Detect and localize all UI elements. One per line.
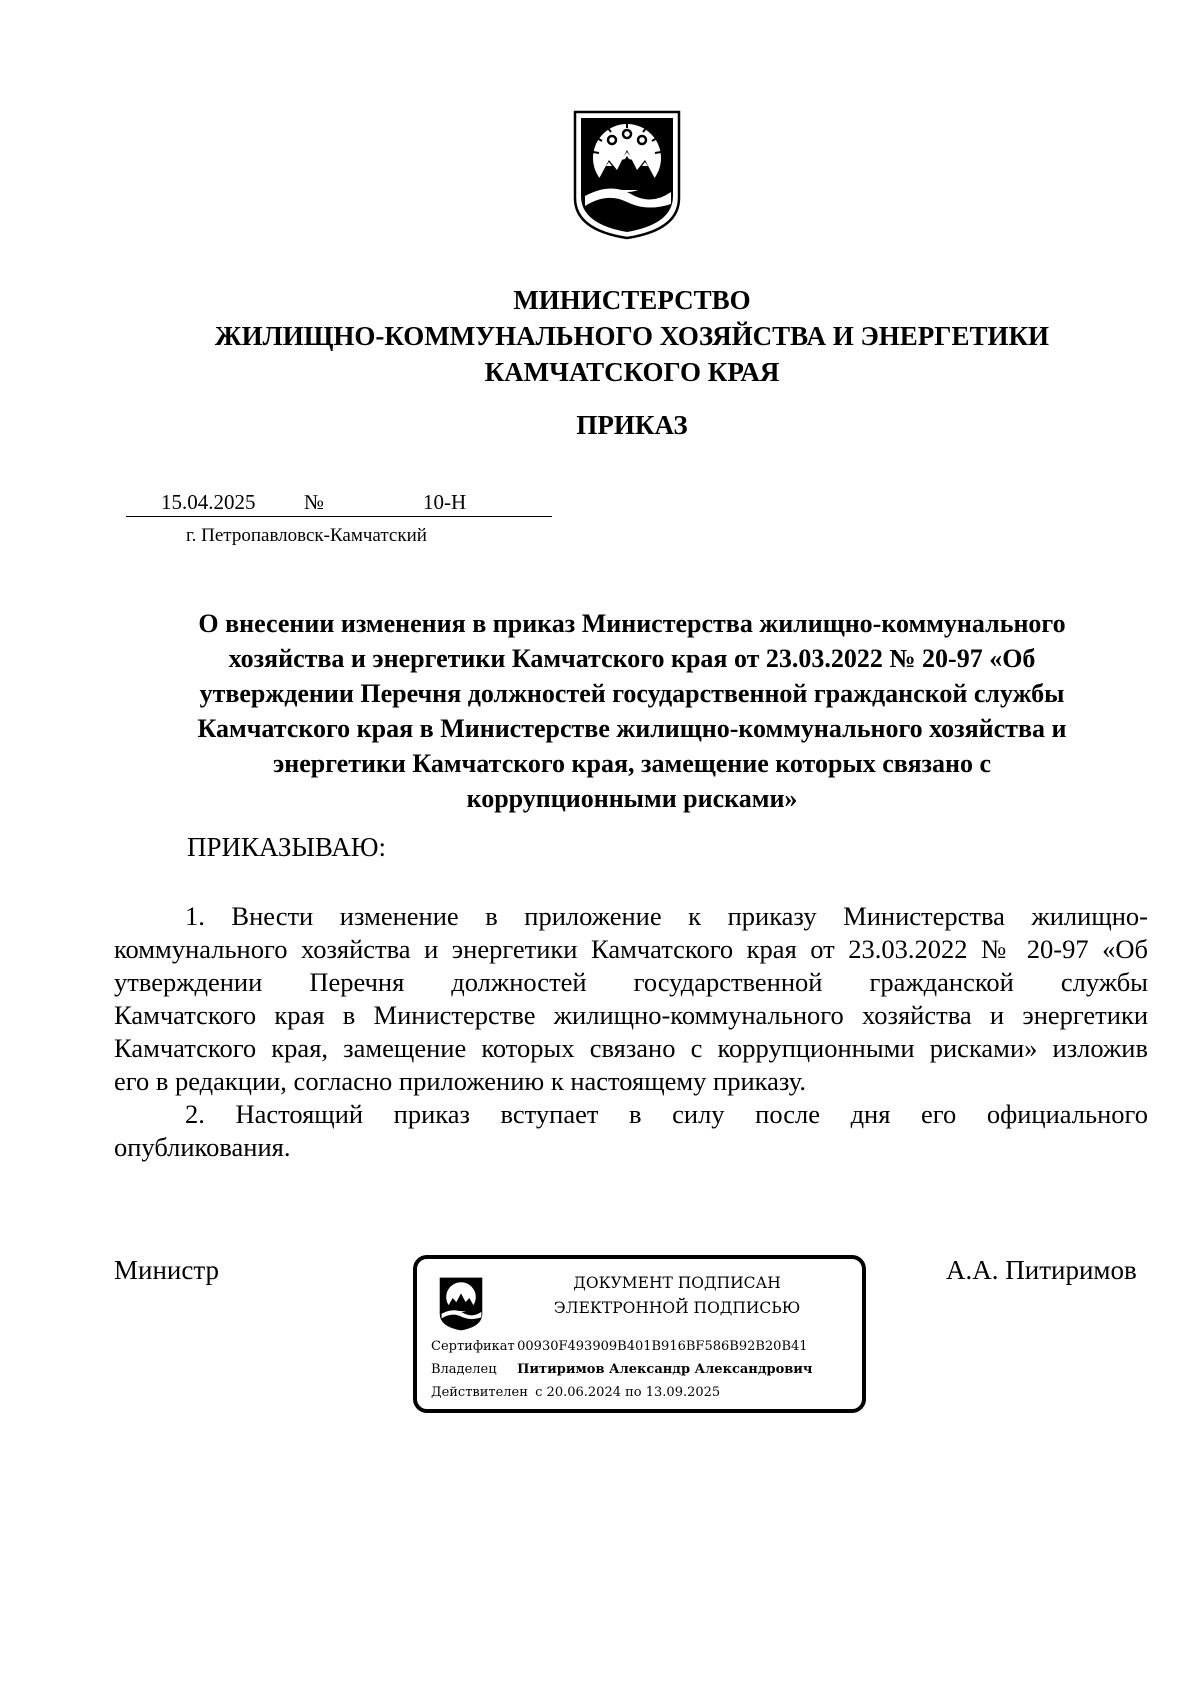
stamp-owner-row	[431, 1362, 812, 1377]
order-date-number-line	[126, 490, 552, 517]
stamp-emblem-icon	[435, 1273, 487, 1335]
subject-line: Камчатского края в Министерстве жилищно-коммунального хозяйства и	[197, 714, 1067, 743]
signer-position: Министр	[114, 1255, 219, 1285]
subject-line: утверждении Перечня должностей государственной гражданской службы	[199, 679, 1065, 708]
signer-name: А.А. Питиримов	[946, 1255, 1137, 1285]
order-number: 10-Н	[423, 490, 467, 514]
stamp-heading	[512, 1271, 842, 1321]
order-word: ПРИКАЗЫВАЮ:	[187, 832, 386, 862]
body-line: его в редакции, согласно приложению к настоящему приказу.	[114, 1066, 807, 1096]
stamp-valid-row	[431, 1385, 720, 1400]
ministry-line: КАМЧАТСКОГО КРАЯ	[484, 357, 780, 387]
body-line: Камчатского края, замещение которых связано с коррупционными рисками» изложив	[114, 1033, 1148, 1063]
certificate-label: Сертификат	[431, 1339, 515, 1354]
stamp-heading-line: ЭЛЕКТРОННОЙ ПОДПИСЬЮ	[553, 1299, 801, 1317]
kamchatka-emblem	[571, 108, 683, 242]
body-line: Камчатского края в Министерстве жилищно-коммунального хозяйства и энергетики	[114, 1000, 1148, 1030]
stamp-certificate-row	[431, 1339, 808, 1354]
ministry-header	[0, 282, 1200, 390]
number-sign: №	[304, 490, 325, 514]
body-line: коммунального хозяйства и энергетики Камчатского края от 23.03.2022 № 20-97 «Об	[114, 934, 1148, 964]
stamp-heading-line: ДОКУМЕНТ ПОДПИСАН	[573, 1274, 781, 1292]
electronic-signature-stamp	[413, 1255, 866, 1413]
body-line: опубликования.	[114, 1132, 291, 1162]
subject-line: коррупционными рисками»	[466, 784, 798, 813]
order-city: г. Петропавловск-Камчатский	[186, 525, 427, 546]
document-type: ПРИКАЗ	[576, 410, 688, 440]
certificate-value: 00930F493909B401B916BF586B92B20B41	[517, 1339, 808, 1354]
subject-line: хозяйства и энергетики Камчатского края от 23.03.2022 № 20-97 «Об	[228, 644, 1036, 673]
owner-value: Питиримов Александр Александрович	[517, 1362, 813, 1377]
owner-label: Владелец	[431, 1362, 497, 1377]
order-date: 15.04.2025	[161, 490, 256, 514]
subject-line: энергетики Камчатского края, замещение которых связано с	[272, 749, 992, 778]
subject-line: О внесении изменения в приказ Министерства жилищно-коммунального	[198, 609, 1066, 638]
body-line: 1. Внести изменение в приложение к приказу Министерства жилищно-	[185, 901, 1148, 931]
order-subject	[150, 606, 1114, 816]
ministry-line: ЖИЛИЩНО-КОММУНАЛЬНОГО ХОЗЯЙСТВА И ЭНЕРГЕТИКИ	[214, 321, 1050, 351]
body-line: 2. Настоящий приказ вступает в силу после дня его официального	[185, 1099, 1148, 1129]
body-line: утверждении Перечня должностей государственной гражданской службы	[114, 967, 1148, 997]
ministry-line: МИНИСТЕРСТВО	[513, 285, 751, 315]
valid-value: с 20.06.2024 по 13.09.2025	[535, 1385, 721, 1400]
valid-label: Действителен	[431, 1385, 528, 1400]
order-body	[114, 900, 1148, 1164]
